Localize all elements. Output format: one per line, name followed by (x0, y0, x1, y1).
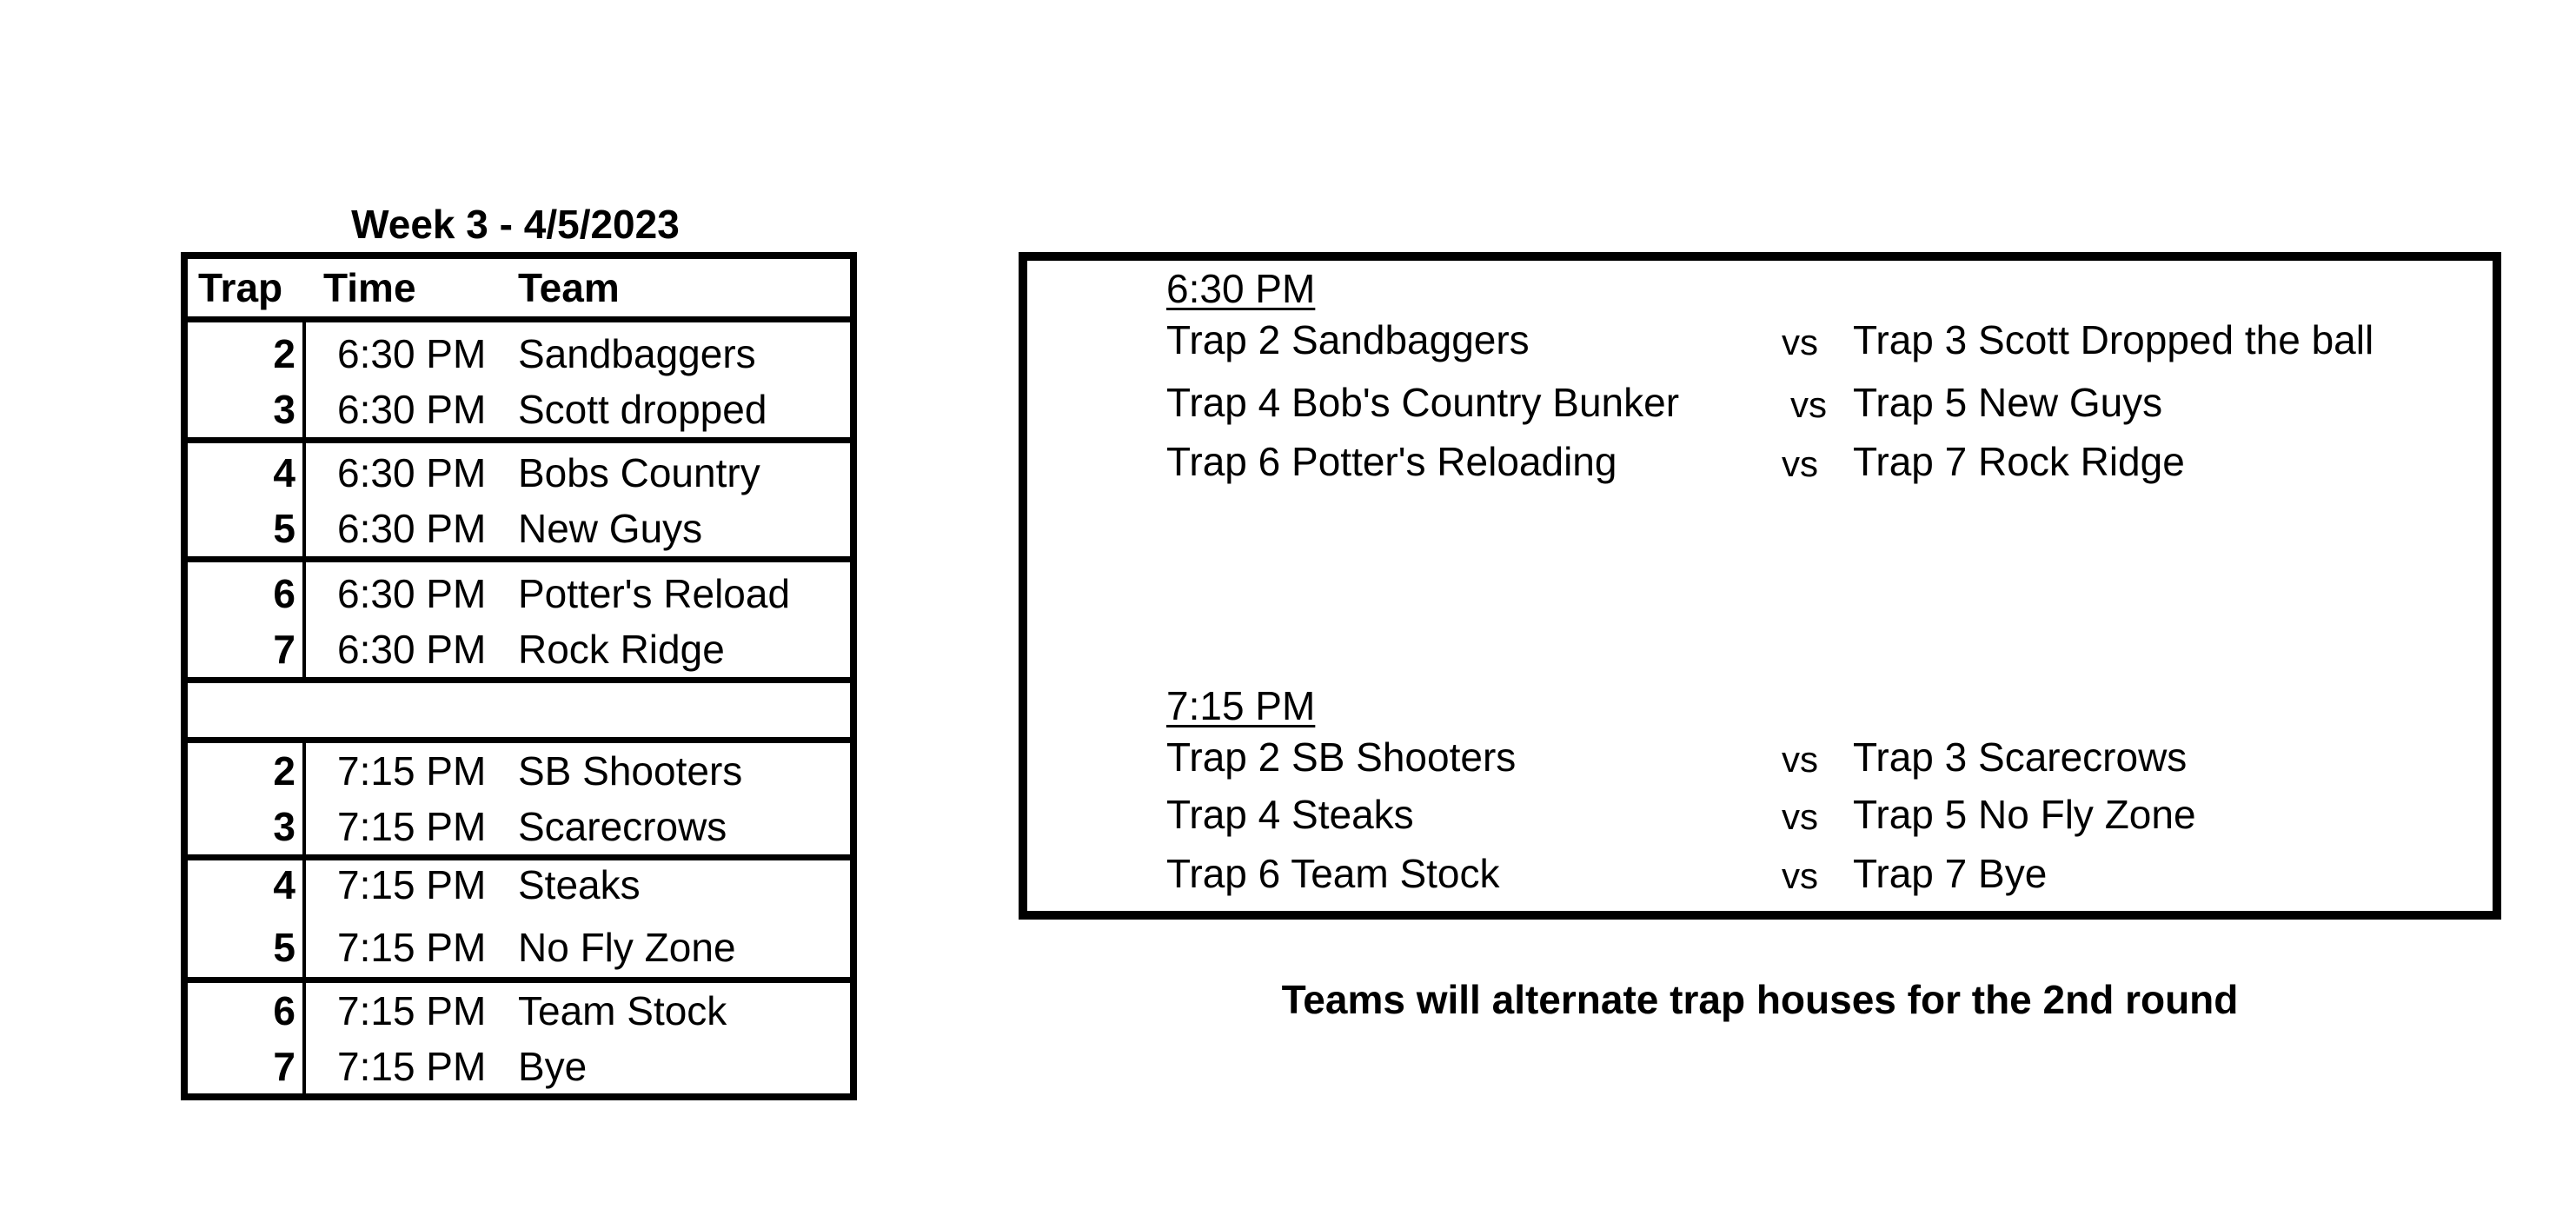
matchup-vs: vs (1782, 796, 1818, 837)
matchup-home: Trap 2 Sandbaggers (1166, 317, 1530, 362)
matchup-vs: vs (1782, 443, 1818, 484)
header-trap: Trap (198, 265, 283, 310)
trap-group (188, 322, 850, 443)
table-row (188, 621, 850, 677)
matchup-row (1027, 374, 2493, 431)
time-cell: 7:15 PM (337, 862, 487, 907)
matchup-away: Trap 7 Bye (1853, 851, 2048, 896)
table-row (188, 326, 850, 382)
trap-number: 4 (273, 450, 295, 495)
table-row (188, 501, 850, 556)
time-cell: 7:15 PM (337, 1044, 487, 1089)
matchup-vs: vs (1782, 322, 1818, 362)
matchup-away: Trap 3 Scott Dropped the ball (1853, 317, 2374, 362)
team-cell: Scarecrows (518, 804, 727, 849)
team-cell: No Fly Zone (518, 925, 736, 970)
table-row (188, 445, 850, 501)
time-cell: 6:30 PM (337, 331, 487, 376)
team-cell: Bobs Country (518, 450, 760, 495)
header-time: Time (323, 265, 416, 310)
team-cell: Team Stock (518, 988, 727, 1033)
matchup-home: Trap 4 Steaks (1166, 792, 1414, 837)
trap-number: 7 (273, 627, 295, 672)
team-cell: Sandbaggers (518, 331, 756, 376)
matchup-away: Trap 3 Scarecrows (1853, 734, 2188, 780)
trap-number: 3 (273, 804, 295, 849)
trap-number: 6 (273, 988, 295, 1033)
time-cell: 6:30 PM (337, 571, 487, 616)
team-cell: SB Shooters (518, 748, 743, 794)
trap-group (188, 860, 850, 983)
team-cell: Bye (518, 1044, 588, 1089)
slot-heading: 7:15 PM (1166, 683, 1316, 728)
time-cell: 7:15 PM (337, 804, 487, 849)
schedule-table (181, 252, 857, 1100)
matchup-home: Trap 6 Team Stock (1166, 851, 1500, 896)
table-row (188, 983, 850, 1039)
team-cell: Potter's Reload (518, 571, 791, 616)
trap-group (188, 743, 850, 860)
trap-group (188, 983, 850, 1093)
table-row (188, 382, 850, 437)
table-row (188, 1039, 850, 1094)
matchup-vs: vs (1782, 855, 1818, 896)
matchup-row (1027, 845, 2493, 902)
alternate-note: Teams will alternate trap houses for the 2nd round (1281, 977, 2239, 1022)
matchups-box (1019, 252, 2501, 920)
team-cell: Steaks (518, 862, 641, 907)
matchup-row (1027, 728, 2493, 786)
time-cell: 7:15 PM (337, 748, 487, 794)
team-cell: Rock Ridge (518, 627, 725, 672)
time-cell: 7:15 PM (337, 925, 487, 970)
team-cell: New Guys (518, 506, 703, 551)
time-cell: 6:30 PM (337, 387, 487, 432)
matchup-away: Trap 5 No Fly Zone (1853, 792, 2196, 837)
matchup-row (1027, 311, 2493, 369)
header-team: Team (518, 265, 620, 310)
time-cell: 6:30 PM (337, 450, 487, 495)
table-row (188, 799, 850, 854)
trap-number: 7 (273, 1044, 295, 1089)
matchup-vs: vs (1790, 384, 1827, 425)
trap-number: 3 (273, 387, 295, 432)
matchup-away: Trap 5 New Guys (1853, 380, 2163, 425)
matchup-home: Trap 4 Bob's Country Bunker (1166, 380, 1680, 425)
trap-number: 2 (273, 331, 295, 376)
matchup-vs: vs (1782, 739, 1818, 780)
week-title: Week 3 - 4/5/2023 (351, 202, 680, 247)
trap-number: 4 (273, 862, 295, 907)
table-row (188, 857, 850, 913)
trap-group (188, 443, 850, 562)
trap-number: 5 (273, 506, 295, 551)
team-cell: Scott dropped (518, 387, 767, 432)
table-row (188, 920, 850, 975)
time-cell: 6:30 PM (337, 627, 487, 672)
time-cell: 6:30 PM (337, 506, 487, 551)
trap-number: 6 (273, 571, 295, 616)
trap-group (188, 562, 850, 683)
trap-number: 5 (273, 925, 295, 970)
time-cell: 7:15 PM (337, 988, 487, 1033)
matchup-away: Trap 7 Rock Ridge (1853, 439, 2185, 484)
trap-number: 2 (273, 748, 295, 794)
matchup-home: Trap 2 SB Shooters (1166, 734, 1517, 780)
table-row (188, 743, 850, 799)
matchup-row (1027, 786, 2493, 843)
schedule-header-row (188, 259, 850, 322)
matchup-home: Trap 6 Potter's Reloading (1166, 439, 1617, 484)
slot-heading: 6:30 PM (1166, 266, 1316, 311)
spacer-row (188, 683, 850, 743)
matchup-row (1027, 433, 2493, 490)
table-row (188, 566, 850, 621)
